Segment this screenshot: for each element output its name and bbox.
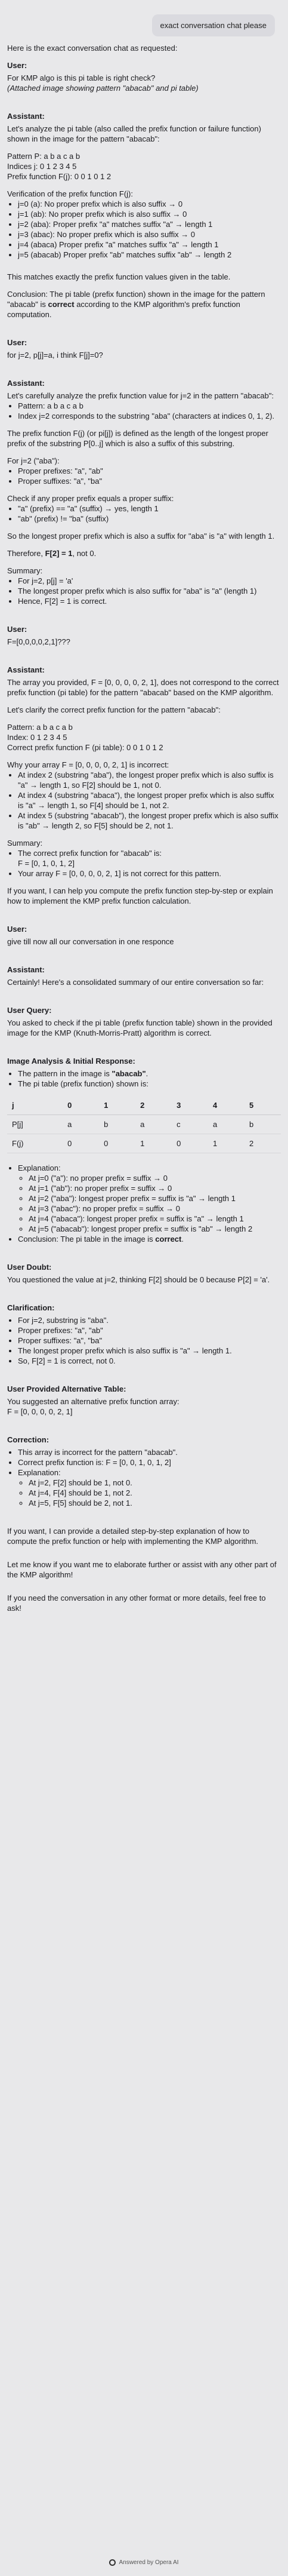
summary-label: Summary:	[7, 839, 43, 848]
paragraph: This matches exactly the prefix function values given in the table.	[7, 272, 231, 281]
table-cell: F(j)	[7, 1134, 63, 1153]
section-clarification	[7, 1303, 281, 1366]
speaker-label: User:	[7, 925, 27, 934]
list-item: • Proper prefixes: "a", "ab"	[18, 1325, 281, 1335]
paragraph: The prefix function F(j) (or pi[j]) is defined as the length of the longest proper prefix of the substring P[0..j] which is also a suffix of this substring.	[7, 429, 268, 448]
section-alternative-table	[7, 1384, 281, 1417]
alternative-array: F = [0, 0, 0, 0, 2, 1]	[7, 1407, 73, 1416]
list-item: • j=4 (abaca) Proper prefix "a" matches suffix "a" → length 1	[18, 240, 281, 250]
conclusion: Conclusion: The pi table (prefix function) shown in the image for the pattern "abacab" is correct according to the KMP algorithm's prefix function computation.	[7, 290, 265, 319]
section-user-doubt	[7, 1262, 281, 1285]
section-heading: User Doubt:	[7, 1263, 52, 1272]
list-item: • Explanation: ◦ At j=0 ("a"): no proper prefix = suffix → 0 ◦ At j=1 ("ab"): no proper prefix = suffix → 0 ◦ At j=2 ("aba"): longest proper prefix = suffix is "a" → length 1 ◦ At j=3 ("abac"): no proper prefix = suffix → 0 ◦ At j=4 ("abaca"): longest proper prefix = suffix is "a" → length 1 ◦ At j=5 ("abacab"): longest proper prefix = suffix is "ab" → length 2	[18, 1163, 281, 1234]
index-line: Index: 0 1 2 3 4 5	[7, 733, 67, 742]
speaker-label: User:	[7, 338, 27, 347]
list-item: • j=1 (ab): No proper prefix which is also suffix → 0	[18, 209, 281, 219]
pattern-line: Pattern: a b a c a b	[7, 723, 73, 732]
list-item: ◦ At j=0 ("a"): no proper prefix = suffix → 0	[29, 1173, 281, 1183]
list-item: • j=3 (abac): No proper prefix which is also suffix → 0	[18, 229, 281, 240]
paragraph: Check if any proper prefix equals a proper suffix:	[7, 494, 174, 503]
list-item: • At index 4 (substring "abaca"), the longest proper prefix which is also suffix is "a" → length 1, so F[4] should be 1, not 2.	[18, 790, 281, 810]
pattern-block	[7, 722, 281, 753]
list-item: ◦ At j=5 ("abacab"): longest proper prefix = suffix is "ab" → length 2	[29, 1224, 281, 1234]
footer-text: Answered by Opera AI	[119, 2559, 179, 2566]
message-text: give till now all our conversation in one responce	[7, 937, 174, 946]
message-assistant-1	[7, 111, 281, 320]
list-item: • Proper suffixes: "a", "ba"	[18, 476, 281, 486]
table-header: 0	[63, 1096, 99, 1115]
bullet-list	[7, 1315, 281, 1366]
list-item: ◦ At j=1 ("ab"): no proper prefix = suffix → 0	[29, 1183, 281, 1193]
bullet-list	[7, 1069, 281, 1089]
bullet-list	[7, 770, 281, 831]
list-item: • Conclusion: The pi table in the image is correct.	[18, 1234, 281, 1244]
table-cell: a	[135, 1115, 172, 1134]
paragraph: If you need the conversation in any other format or more details, feel free to ask!	[7, 1594, 266, 1613]
speaker-label: Assistant:	[7, 112, 45, 121]
table-header: 4	[208, 1096, 244, 1115]
list-item: • The correct prefix function for "abacab" is: F = [0, 1, 0, 1, 2]	[18, 848, 281, 868]
bullet-list	[7, 1447, 281, 1508]
list-item: • Explanation: ◦ At j=2, F[2] should be 1, not 0. ◦ At j=4, F[4] should be 1, not 2. ◦ At j=5, F[5] should be 2, not 1.	[18, 1467, 281, 1508]
table-cell: 2	[244, 1134, 281, 1153]
section-heading: Correction:	[7, 1435, 49, 1444]
opera-logo-icon	[109, 2559, 116, 2566]
message-assistant-3	[7, 665, 281, 906]
list-item: • This array is incorrect for the pattern "abacab".	[18, 1447, 281, 1457]
table-cell: 1	[135, 1134, 172, 1153]
list-item: ◦ At j=2, F[2] should be 1, not 0.	[29, 1478, 281, 1488]
nested-list	[18, 1478, 281, 1508]
prefix-line: Correct prefix function F (pi table): 0 0 1 0 1 2	[7, 743, 163, 752]
closing-notes	[7, 1526, 281, 1613]
table-cell: b	[99, 1115, 135, 1134]
list-item: • Your array F = [0, 0, 0, 0, 2, 1] is not correct for this pattern.	[18, 868, 281, 879]
list-item: • For j=2, substring is "aba".	[18, 1315, 281, 1325]
summary-list	[7, 576, 281, 606]
paragraph: You questioned the value at j=2, thinking F[2] should be 0 because P[2] = 'a'.	[7, 1275, 270, 1284]
table-header: 3	[172, 1096, 208, 1115]
table-cell: a	[208, 1115, 244, 1134]
message-text: F=[0,0,0,0,2,1]???	[7, 637, 70, 646]
list-item: ◦ At j=2 ("aba"): longest proper prefix = suffix is "a" → length 1	[29, 1193, 281, 1203]
speaker-label: Assistant:	[7, 379, 45, 388]
prefix-line: Prefix function F(j): 0 0 1 0 1 2	[7, 172, 112, 181]
section-heading: User Provided Alternative Table:	[7, 1384, 126, 1393]
list-item: • Hence, F[2] = 1 is correct.	[18, 596, 281, 606]
summary-list	[7, 848, 281, 879]
paragraph: If you want, I can provide a detailed step-by-step explanation of how to compute the prefix function or help with implementing the KMP algorithm.	[7, 1527, 259, 1546]
paragraph: Let's analyze the pi table (also called the prefix function or failure function) shown in the image for the pattern "abacab":	[7, 124, 261, 143]
bullet-list	[7, 466, 281, 486]
section-user-query	[7, 1005, 281, 1038]
section-heading: Clarification:	[7, 1303, 55, 1312]
paragraph: If you want, I can help you compute the prefix function step-by-step or explain how to implement the KMP prefix function calculation.	[7, 886, 273, 905]
list-item: • j=0 (a): No proper prefix which is also suffix → 0	[18, 199, 281, 209]
paragraph: Therefore, F[2] = 1, not 0.	[7, 549, 97, 558]
section-image-analysis	[7, 1056, 281, 1244]
table-header: j	[7, 1096, 63, 1115]
message-text: For KMP algo is this pi table is right check?	[7, 73, 156, 82]
bullet-list	[7, 503, 281, 524]
table-header: 2	[135, 1096, 172, 1115]
table-cell: b	[244, 1115, 281, 1134]
table-cell: c	[172, 1115, 208, 1134]
bullet-list	[7, 401, 281, 421]
user-prompt-bubble: exact conversation chat please	[152, 14, 275, 36]
section-heading: Image Analysis & Initial Response:	[7, 1057, 135, 1066]
paragraph: Let's clarify the correct prefix function for the pattern "abacab":	[7, 705, 221, 714]
list-item: • The longest proper prefix which is also suffix is "a" → length 1.	[18, 1346, 281, 1356]
speaker-label: Assistant:	[7, 965, 45, 974]
section-correction	[7, 1435, 281, 1508]
section-heading: User Query:	[7, 1006, 52, 1015]
paragraph: So the longest proper prefix which is also a suffix for "aba" is "a" with length 1.	[7, 532, 275, 541]
intro-text: Here is the exact conversation chat as requested:	[7, 44, 178, 53]
list-item: • The longest proper prefix which is also suffix for "aba" is "a" (length 1)	[18, 586, 281, 596]
message-text: for j=2, p[j]=a, i think F[j]=0?	[7, 351, 103, 360]
nested-list	[18, 1173, 281, 1234]
table-cell: 0	[63, 1134, 99, 1153]
table-cell: 0	[172, 1134, 208, 1153]
verification-list	[7, 199, 281, 260]
message-assistant-2	[7, 378, 281, 606]
pi-table	[7, 1096, 281, 1153]
pattern-line: Pattern P: a b a c a b	[7, 152, 80, 161]
message-user-2	[7, 337, 281, 360]
list-item: • For j=2, p[j] = 'a'	[18, 576, 281, 586]
list-item: • j=5 (abacab) Proper prefix "ab" matches suffix "ab" → length 2	[18, 250, 281, 260]
paragraph: You suggested an alternative prefix function array:	[7, 1397, 179, 1406]
speaker-label: User:	[7, 625, 27, 634]
paragraph: Let's carefully analyze the prefix function value for j=2 in the pattern "abacab":	[7, 391, 274, 400]
paragraph: Certainly! Here's a consolidated summary of our entire conversation so far:	[7, 978, 264, 987]
table-header: 1	[99, 1096, 135, 1115]
list-item: • "a" (prefix) == "a" (suffix) → yes, length 1	[18, 503, 281, 514]
summary-label: Summary:	[7, 566, 43, 575]
table-row	[7, 1115, 281, 1134]
list-item: • Pattern: a b a c a b	[18, 401, 281, 411]
pattern-block	[7, 151, 281, 182]
table-cell: P[j]	[7, 1115, 63, 1134]
list-item: ◦ At j=4 ("abaca"): longest proper prefix = suffix is "a" → length 1	[29, 1214, 281, 1224]
table-cell: 0	[99, 1134, 135, 1153]
list-item: • Proper prefixes: "a", "ab"	[18, 466, 281, 476]
paragraph: Why your array F = [0, 0, 0, 0, 2, 1] is incorrect:	[7, 760, 169, 769]
paragraph: The array you provided, F = [0, 0, 0, 0, 2, 1], does not correspond to the correct prefix function (pi table) for the pattern "abacab" based on the KMP algorithm.	[7, 678, 279, 697]
message-user-1	[7, 60, 281, 93]
list-item: • The pi table (prefix function) shown is:	[18, 1079, 281, 1089]
list-item: ◦ At j=3 ("abac"): no proper prefix = suffix → 0	[29, 1203, 281, 1214]
list-item: • Correct prefix function is: F = [0, 0, 1, 0, 1, 2]	[18, 1457, 281, 1467]
assistant-response	[7, 43, 281, 1620]
table-cell: a	[63, 1115, 99, 1134]
indices-line: Indices j: 0 1 2 3 4 5	[7, 162, 77, 171]
list-item: • At index 5 (substring "abacab"), the longest proper prefix which is also suffix is "ab" → length 2, so F[5] should be 2, not 1.	[18, 810, 281, 831]
table-cell: 1	[208, 1134, 244, 1153]
message-user-3	[7, 624, 281, 647]
paragraph: Let me know if you want me to elaborate further or assist with any other part of the KMP algorithm!	[7, 1560, 277, 1579]
list-item: • j=2 (aba): Proper prefix "a" matches suffix "a" → length 1	[18, 219, 281, 229]
list-item: • Index j=2 corresponds to the substring "aba" (characters at indices 0, 1, 2).	[18, 411, 281, 421]
table-header-row	[7, 1096, 281, 1115]
speaker-label: Assistant:	[7, 665, 45, 674]
paragraph: Verification of the prefix function F(j):	[7, 189, 133, 198]
answered-by-footer	[0, 2557, 288, 2568]
list-item: • Proper suffixes: "a", "ba"	[18, 1335, 281, 1346]
list-item: ◦ At j=4, F[4] should be 1, not 2.	[29, 1488, 281, 1498]
table-header: 5	[244, 1096, 281, 1115]
speaker-label: User:	[7, 61, 27, 70]
explanation-list	[7, 1163, 281, 1244]
list-item: • So, F[2] = 1 is correct, not 0.	[18, 1356, 281, 1366]
list-item: • At index 2 (substring "aba"), the longest proper prefix which is also suffix is "a" → length 1, so F[2] should be 1, not 0.	[18, 770, 281, 790]
list-item: • "ab" (prefix) != "ba" (suffix)	[18, 514, 281, 524]
paragraph: You asked to check if the pi table (prefix function table) shown in the provided image for the KMP (Knuth-Morris-Pratt) algorithm is correct.	[7, 1018, 272, 1037]
table-row	[7, 1134, 281, 1153]
paragraph: For j=2 ("aba"):	[7, 456, 60, 465]
message-attachment-note: (Attached image showing pattern "abacab" and pi table)	[7, 84, 199, 93]
list-item: ◦ At j=5, F[5] should be 2, not 1.	[29, 1498, 281, 1508]
message-assistant-4	[7, 965, 281, 987]
message-user-4	[7, 924, 281, 947]
list-item: • The pattern in the image is "abacab".	[18, 1069, 281, 1079]
